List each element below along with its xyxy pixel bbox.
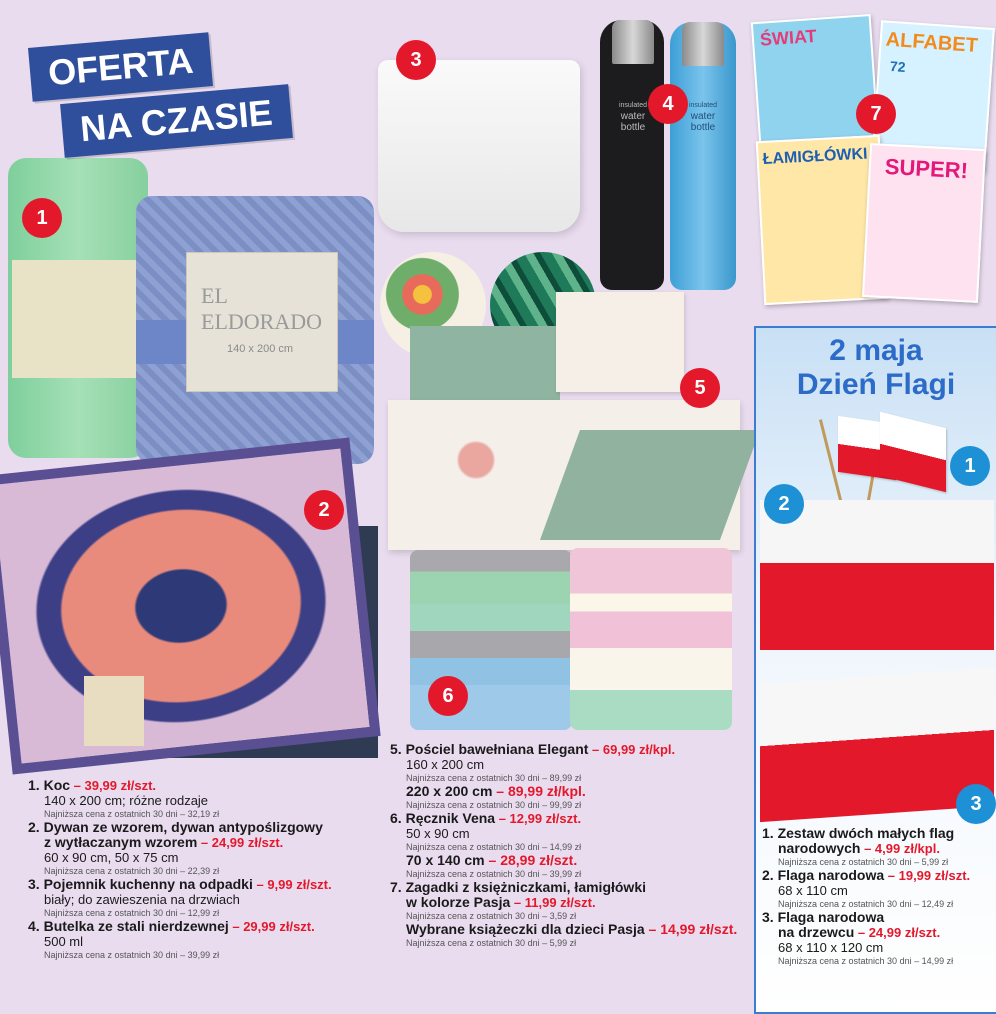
book-alfabet-title: ALFABET <box>885 28 979 57</box>
mid-price-list <box>390 742 754 949</box>
bedding-pillow-green <box>410 326 560 406</box>
flag-panel-title-line2: Dzień Flagi <box>796 368 956 401</box>
item-variant: 220 x 200 cm – 89,99 zł/kpl. <box>406 783 586 799</box>
list-item <box>390 880 754 949</box>
item-note: Najniższa cena z ostatnich 30 dni – 89,99 zł <box>406 773 582 783</box>
kitchen-bin <box>378 60 580 232</box>
badge-7: 7 <box>856 94 896 134</box>
blue-bottle-cap <box>682 22 724 66</box>
item-title-2: w kolorze Pasja – 11,99 zł/szt. <box>406 894 596 910</box>
badge-3: 3 <box>396 40 436 80</box>
item-price: – 4,99 zł/kpl. <box>860 841 940 856</box>
list-item <box>390 742 754 811</box>
flag-panel-title-line1: 2 maja <box>829 334 923 367</box>
item-price: – 11,99 zł/szt. <box>510 895 596 910</box>
item-price: – 39,99 zł/szt. <box>70 778 157 793</box>
banner-line1: OFERTA <box>28 32 213 102</box>
item-note: Najniższa cena z ostatnich 30 dni – 12,49 zł <box>778 899 954 909</box>
item-title-2: z wytłaczanym wzorem – 24,99 zł/szt. <box>44 834 284 850</box>
item-title: 7. Zagadki z księżniczkami, łamigłówki <box>390 879 646 895</box>
list-item <box>762 868 994 910</box>
book-swiat-title: ŚWIAT <box>759 25 818 50</box>
item-title: 3. Pojemnik kuchenny na odpadki <box>28 876 253 892</box>
item-price: – 69,99 zł/kpl. <box>588 742 676 757</box>
item-title: 3. Flaga narodowa <box>762 909 885 925</box>
item-title: 1. Zestaw dwóch małych flag <box>762 825 955 841</box>
list-item <box>28 919 388 961</box>
flag-badge-3: 3 <box>956 784 996 824</box>
bottle-word-bottle: bottle <box>620 122 646 133</box>
item-title: 4. Butelka ze stali nierdzewnej <box>28 918 229 934</box>
item-desc: 60 x 90 cm, 50 x 75 cm <box>44 850 179 865</box>
item-variant: Wybrane książeczki dla dzieci Pasja – 14,99 zł/szt. <box>406 921 738 937</box>
bottle-top-text-2: insulated <box>688 102 718 109</box>
item-note: Najniższa cena z ostatnich 30 dni – 14,99 zł <box>778 956 954 966</box>
item-title: 5. Pościel bawełniana Elegant <box>390 741 589 757</box>
green-blanket-label <box>12 260 150 378</box>
item-note: Najniższa cena z ostatnich 30 dni – 5,99 zł <box>778 857 949 867</box>
item-title: 2. Flaga narodowa <box>762 867 885 883</box>
item-note: Najniższa cena z ostatnich 30 dni – 14,99 zł <box>406 842 582 852</box>
badge-4: 4 <box>648 84 688 124</box>
item-desc: 50 x 90 cm <box>406 826 470 841</box>
item-desc: 160 x 200 cm <box>406 757 485 772</box>
item-price: – 12,99 zł/szt. <box>495 811 582 826</box>
banner-line2: NA CZASIE <box>60 84 293 158</box>
item-note: Najniższa cena z ostatnich 30 dni – 32,19 zł <box>44 809 220 819</box>
item-desc: 500 ml <box>44 934 84 949</box>
item-desc: 68 x 110 x 120 cm <box>778 940 884 955</box>
item-price: – 29,99 zł/szt. <box>228 919 315 934</box>
list-item <box>762 910 994 967</box>
blue-bottle-text <box>682 100 724 133</box>
item-title: 2. Dywan ze wzorem, dywan antypoślizgowy <box>28 819 323 835</box>
flag-panel-title <box>756 334 996 402</box>
left-price-list <box>28 778 388 961</box>
bottle-word-bottle-2: bottle <box>690 122 716 133</box>
item-note: Najniższa cena z ostatnich 30 dni – 3,59 zł <box>406 911 577 921</box>
blanket-brand: EL ELDORADO <box>201 283 322 334</box>
item-variant-note: Najniższa cena z ostatnich 30 dni – 39,99 zł <box>406 869 582 879</box>
item-title-2: narodowych – 4,99 zł/kpl. <box>778 840 940 856</box>
blanket-size: 140 x 200 cm <box>227 343 294 355</box>
bedding-pillow-floral <box>556 292 684 392</box>
book-alfabet-number: 72 <box>889 57 907 75</box>
item-title: 6. Ręcznik Vena <box>390 810 496 826</box>
badge-2: 2 <box>304 490 344 530</box>
blanket-label <box>186 252 338 392</box>
item-price: – 19,99 zł/szt. <box>884 868 971 883</box>
book-super-title: SUPER! <box>884 153 969 184</box>
list-item <box>762 826 994 868</box>
bottle-top-text: insulated <box>618 102 648 109</box>
book-lamiglowki-title: ŁAMIGŁÓWKI <box>762 145 868 169</box>
list-item <box>390 811 754 880</box>
item-note: Najniższa cena z ostatnich 30 dni – 39,99 zł <box>44 950 220 960</box>
item-price: – 24,99 zł/szt. <box>854 925 941 940</box>
book-super <box>862 143 986 303</box>
rug-tag <box>84 676 144 746</box>
list-item <box>28 820 388 877</box>
patterned-rug <box>0 437 381 774</box>
item-variant-note: Najniższa cena z ostatnich 30 dni – 99,99 zł <box>406 800 582 810</box>
item-variant: 70 x 140 cm – 28,99 zł/szt. <box>406 852 578 868</box>
item-desc: 68 x 110 cm <box>778 883 848 898</box>
item-title: 1. Koc <box>28 777 71 793</box>
item-desc: 140 x 200 cm; różne rodzaje <box>44 793 209 808</box>
towel-stack-right <box>570 548 732 730</box>
item-variant-note: Najniższa cena z ostatnich 30 dni – 5,99 zł <box>406 938 577 948</box>
flag-badge-1: 1 <box>950 446 990 486</box>
badge-1: 1 <box>22 198 62 238</box>
item-price: – 24,99 zł/szt. <box>197 835 284 850</box>
list-item <box>28 877 388 919</box>
bottle-word-water-2: water <box>690 111 716 122</box>
black-bottle-cap <box>612 20 654 64</box>
list-item <box>28 778 388 820</box>
bottle-word-water: water <box>620 111 646 122</box>
item-title-2: na drzewcu – 24,99 zł/szt. <box>778 924 941 940</box>
badge-6: 6 <box>428 676 468 716</box>
flag-badge-2: 2 <box>764 484 804 524</box>
item-desc: biały; do zawieszenia na drzwiach <box>44 892 240 907</box>
large-flag <box>760 500 994 650</box>
item-note: Najniższa cena z ostatnich 30 dni – 12,99 zł <box>44 908 220 918</box>
badge-5: 5 <box>680 368 720 408</box>
item-note: Najniższa cena z ostatnich 30 dni – 22,39 zł <box>44 866 220 876</box>
right-price-list <box>762 826 994 967</box>
item-price: – 9,99 zł/szt. <box>252 877 332 892</box>
